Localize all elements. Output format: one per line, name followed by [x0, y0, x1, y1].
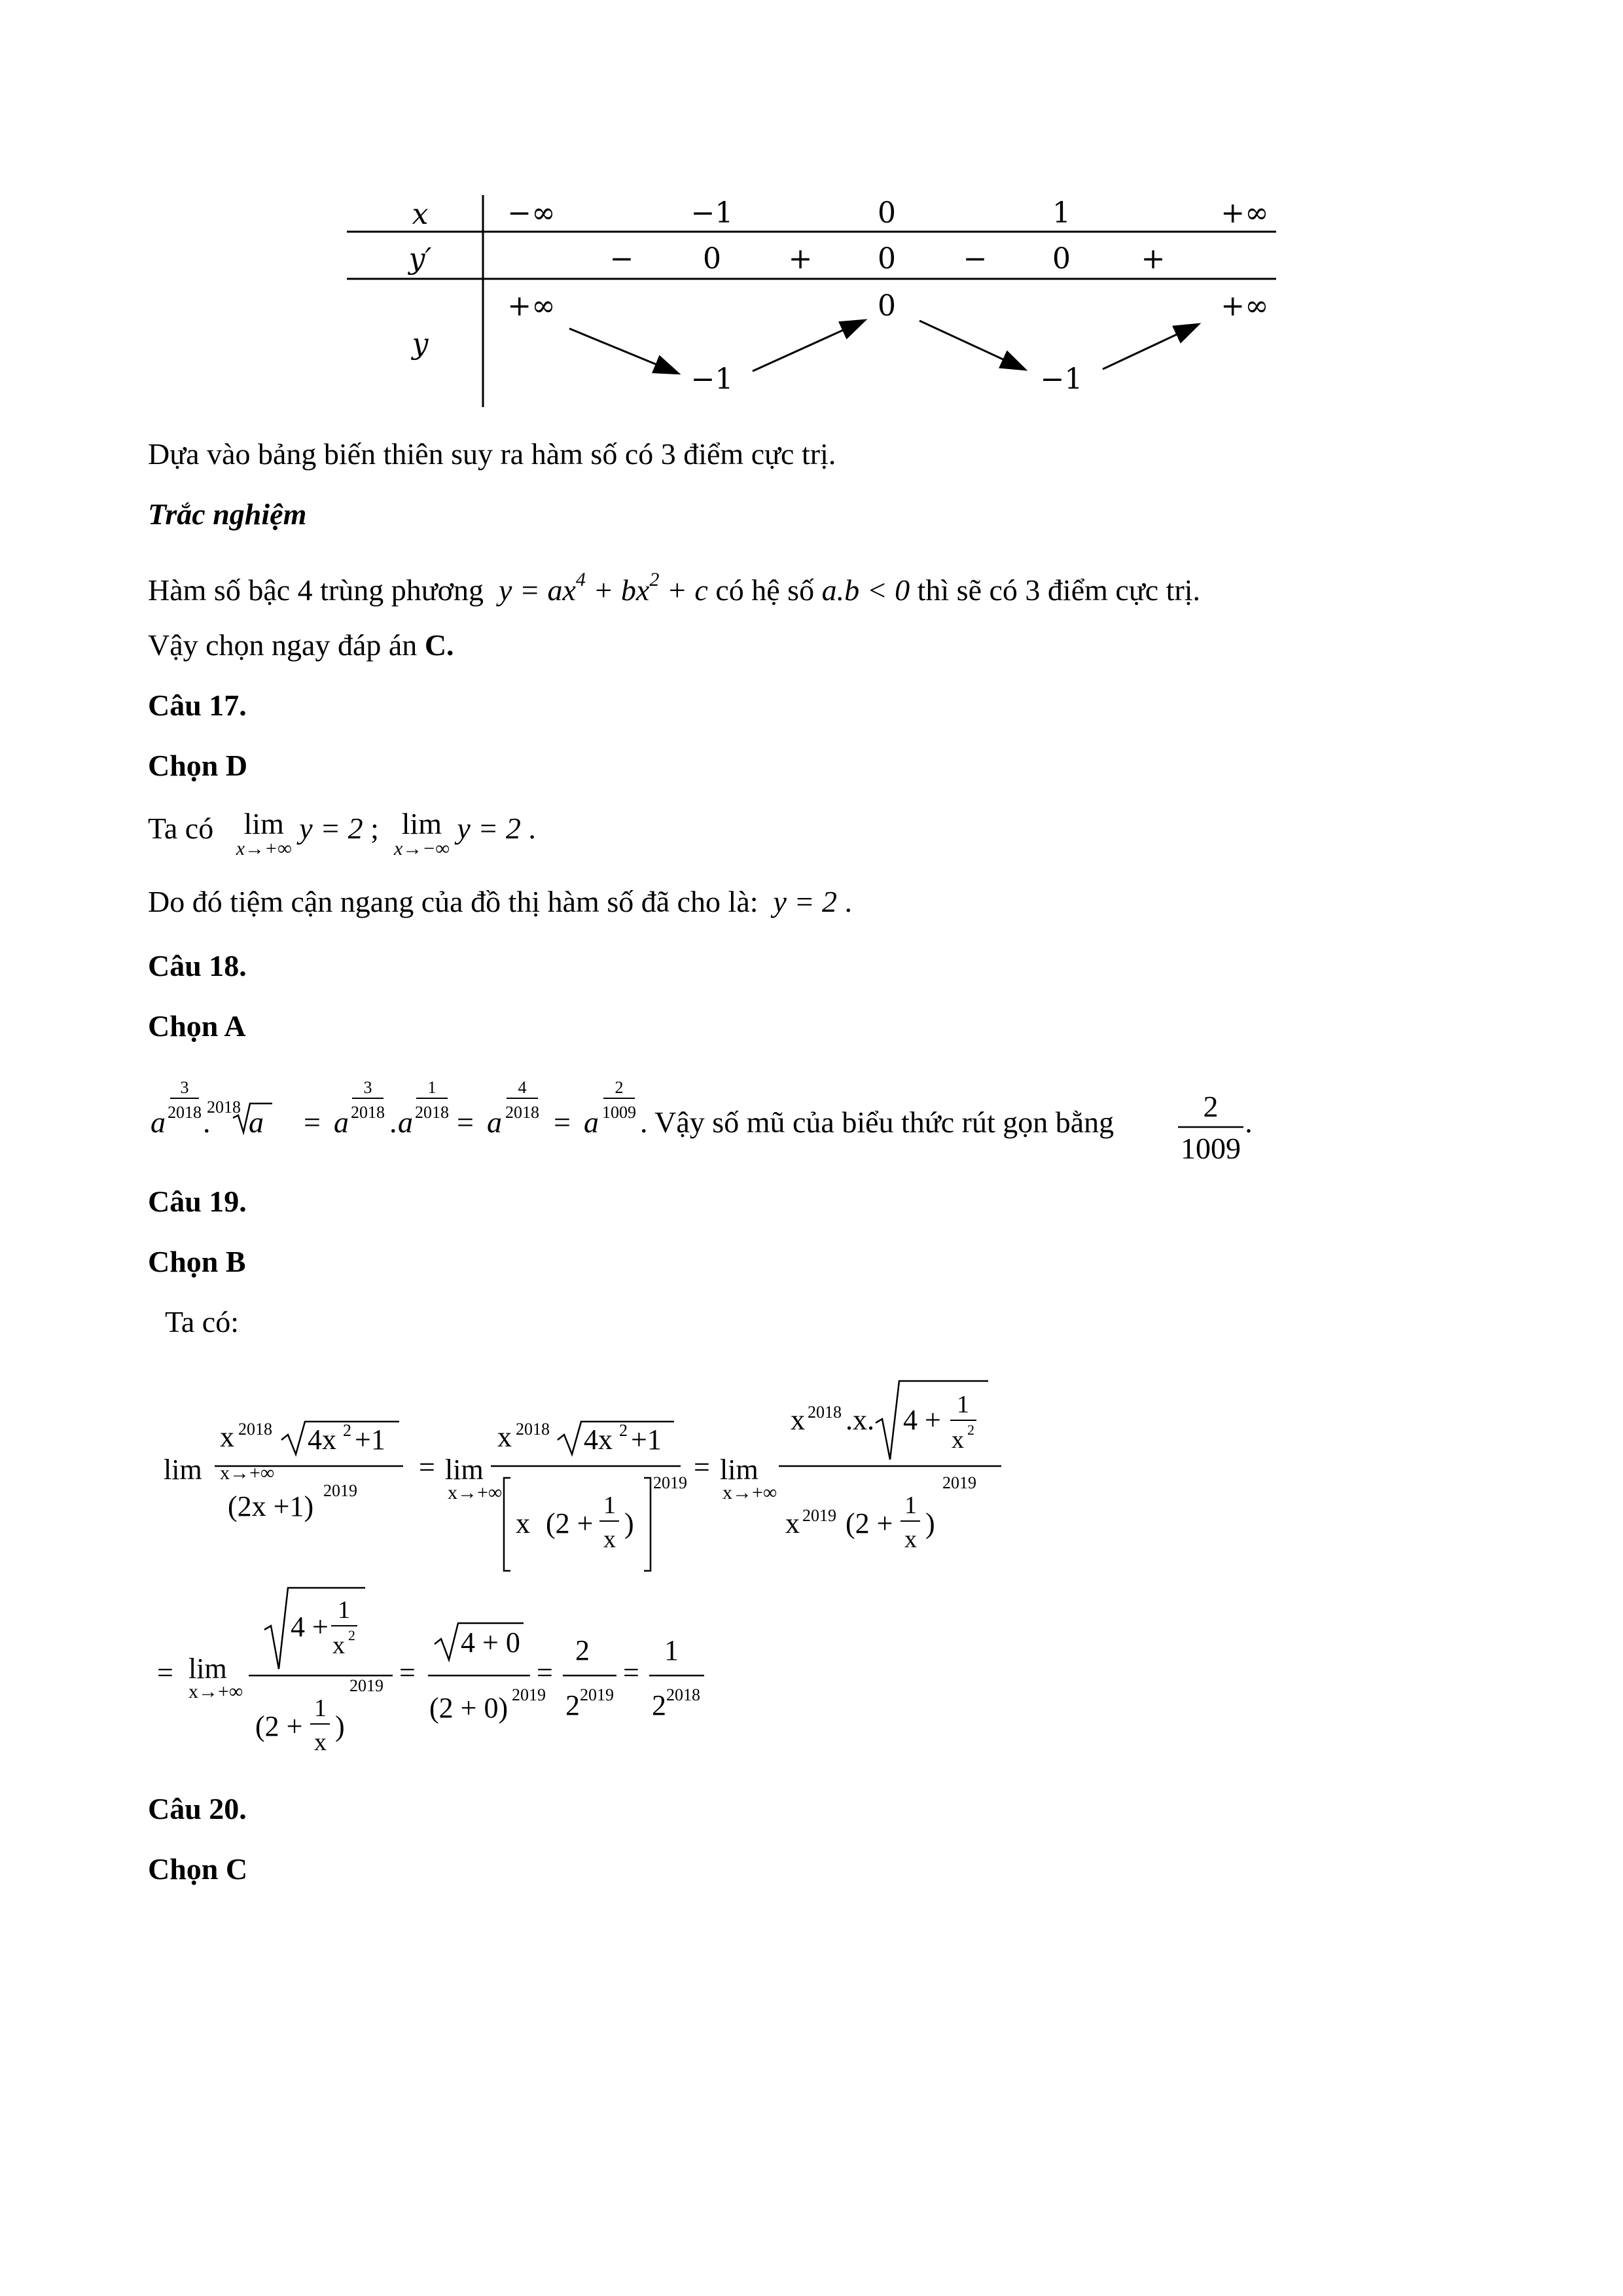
svg-text:=: = [694, 1451, 710, 1483]
svg-text:2018: 2018 [415, 1103, 449, 1122]
svg-text:=: = [157, 1657, 173, 1689]
svg-text:2: 2 [565, 1689, 580, 1721]
svg-text:): ) [335, 1710, 345, 1742]
svg-text:+1: +1 [631, 1424, 662, 1456]
answer-line: Vậy chọn ngay đáp án C. [148, 628, 454, 662]
svg-text:a: a [584, 1105, 599, 1139]
svg-text:2019: 2019 [580, 1685, 614, 1704]
svg-text:): ) [624, 1507, 634, 1539]
svg-text:x→+∞: x→+∞ [220, 1462, 275, 1484]
svg-text:): ) [925, 1507, 935, 1539]
tracnghiem-heading: Trắc nghiệm [148, 497, 307, 531]
row-x-label: x [412, 198, 429, 231]
sign: + [788, 242, 813, 276]
svg-text:x: x [220, 1421, 234, 1453]
y-top-value: 0 [878, 289, 896, 323]
svg-text:2: 2 [652, 1689, 666, 1721]
svg-text:.x.: .x. [846, 1404, 874, 1436]
x-value: +∞ [1221, 196, 1269, 230]
svg-text:.: . [389, 1105, 397, 1139]
y-top-value: +∞ [507, 289, 556, 323]
svg-text:2019: 2019 [653, 1473, 687, 1492]
x-value: −1 [690, 196, 734, 230]
x-value: −∞ [507, 196, 556, 230]
y-top-value: +∞ [1221, 289, 1269, 323]
svg-text:2019: 2019 [802, 1506, 836, 1525]
svg-text:2018: 2018 [168, 1103, 202, 1122]
svg-text:1009: 1009 [602, 1103, 636, 1122]
q17-limits: Ta có lim x→+∞ y = 2 ; lim x→−∞ y = 2 . [148, 807, 536, 859]
q19-equation-line2 [157, 1571, 812, 1780]
svg-text:x: x [785, 1507, 800, 1539]
table-grid [347, 177, 1276, 412]
svg-text:4x: 4x [584, 1424, 613, 1456]
svg-text:4 +: 4 + [903, 1404, 941, 1436]
svg-text:(2 +: (2 + [546, 1507, 594, 1539]
x-value: 1 [1052, 196, 1071, 230]
svg-text:(2 + 0): (2 + 0) [429, 1692, 508, 1724]
svg-text:4x: 4x [308, 1424, 336, 1456]
svg-text:4 +: 4 + [291, 1611, 329, 1643]
svg-text:. Vậy số mũ của biểu thức rút: . Vậy số mũ của biểu thức rút gọn bằng [640, 1105, 1115, 1139]
svg-text:2: 2 [967, 1422, 974, 1438]
svg-text:1009: 1009 [1181, 1132, 1241, 1165]
svg-text:4: 4 [518, 1078, 527, 1097]
svg-text:3: 3 [363, 1078, 372, 1097]
svg-text:4 + 0: 4 + 0 [461, 1626, 520, 1659]
q20-heading: Câu 20. [148, 1792, 247, 1825]
svg-text:2: 2 [619, 1421, 628, 1440]
svg-text:(2 +: (2 + [255, 1710, 303, 1742]
svg-text:a: a [334, 1105, 349, 1139]
svg-text:2019: 2019 [323, 1481, 357, 1500]
svg-text:a: a [398, 1105, 413, 1139]
tracnghiem-paragraph: Hàm số bậc 4 trùng phương $y = ax^4 + bx^2 + c$ có hệ số a.b < 0 thì sẽ có 3 điểm cực trị. [148, 569, 1201, 607]
svg-text:a: a [249, 1105, 264, 1139]
svg-text:x: x [952, 1426, 964, 1454]
sign: + [1141, 242, 1166, 276]
limit-minf: lim x→−∞ [393, 807, 450, 859]
svg-text:=: = [304, 1105, 321, 1139]
svg-text:2019: 2019 [942, 1473, 976, 1492]
sign: − [963, 242, 988, 276]
svg-text:lim: lim [188, 1653, 227, 1685]
variation-table [347, 177, 1276, 412]
svg-text:x: x [904, 1526, 917, 1553]
svg-text:1: 1 [314, 1695, 327, 1722]
svg-text:2018: 2018 [351, 1103, 385, 1122]
svg-text:(2 +: (2 + [846, 1507, 893, 1539]
y-bottom-value: −1 [1040, 363, 1083, 396]
svg-text:lim: lim [164, 1454, 202, 1486]
svg-text:=: = [554, 1105, 571, 1139]
sign: 0 [703, 242, 721, 276]
svg-text:2019: 2019 [349, 1676, 383, 1695]
row-yprime-label: y′ [408, 242, 432, 276]
x-value: 0 [878, 196, 896, 230]
svg-text:2018: 2018 [238, 1420, 272, 1439]
svg-text:x→+∞: x→+∞ [722, 1482, 777, 1503]
svg-text:2019: 2019 [512, 1685, 546, 1704]
conclusion-text: Dựa vào bảng biến thiên suy ra hàm số có 3 điểm cực trị. [148, 437, 836, 471]
svg-text:a: a [151, 1105, 166, 1139]
limit-pinf: lim x→+∞ [236, 807, 292, 859]
svg-text:2018: 2018 [666, 1685, 700, 1704]
q18-choice: Chọn A [148, 1009, 246, 1043]
q17-heading: Câu 17. [148, 689, 247, 722]
svg-text:3: 3 [180, 1078, 189, 1097]
svg-text:=: = [419, 1451, 435, 1483]
svg-text:a: a [487, 1105, 502, 1139]
arrow-up-2 [1103, 325, 1198, 369]
svg-text:2: 2 [348, 1627, 355, 1643]
arrow-down-2 [919, 321, 1024, 369]
svg-text:2018: 2018 [505, 1103, 539, 1122]
q19-equation-line1 [157, 1361, 1021, 1584]
svg-text:lim: lim [445, 1454, 484, 1486]
coef-condition: a.b < 0 [821, 573, 910, 607]
svg-text:+1: +1 [355, 1424, 385, 1456]
q19-choice: Chọn B [148, 1245, 246, 1278]
svg-text:=: = [399, 1657, 416, 1689]
svg-text:2: 2 [575, 1634, 590, 1666]
svg-text:x→+∞: x→+∞ [188, 1681, 243, 1702]
svg-text:2018: 2018 [808, 1403, 842, 1422]
svg-text:.: . [1245, 1105, 1253, 1139]
svg-text:2: 2 [615, 1078, 624, 1097]
svg-text:2: 2 [343, 1421, 351, 1440]
svg-text:x→+∞: x→+∞ [448, 1482, 503, 1503]
polynomial: $y = ax^4 + bx^2 + c$ [499, 569, 708, 607]
svg-text:lim: lim [720, 1454, 758, 1486]
svg-text:=: = [537, 1657, 553, 1689]
svg-text:1: 1 [427, 1078, 437, 1097]
q19-ta-co: Ta có: [165, 1305, 240, 1338]
svg-text:=: = [623, 1657, 639, 1689]
svg-text:1: 1 [904, 1492, 917, 1519]
q20-choice: Chọn C [148, 1852, 248, 1886]
svg-text:1: 1 [664, 1634, 679, 1666]
svg-text:.: . [203, 1105, 211, 1139]
svg-text:1: 1 [603, 1492, 616, 1519]
arrow-up-1 [753, 321, 864, 371]
svg-text:2: 2 [1203, 1090, 1219, 1123]
svg-text:2018: 2018 [207, 1098, 241, 1117]
svg-text:(2x +1): (2x +1) [228, 1490, 314, 1522]
q17-choice: Chọn D [148, 749, 248, 782]
svg-text:x: x [791, 1404, 805, 1436]
sign: 0 [878, 242, 896, 276]
svg-text:x: x [516, 1507, 530, 1539]
q18-equation [144, 1067, 1322, 1165]
svg-text:1: 1 [338, 1596, 350, 1624]
svg-text:=: = [457, 1105, 474, 1139]
row-y-label: y [412, 327, 429, 361]
q17-conclusion: Do đó tiệm cận ngang của đồ thị hàm số đã cho là: y = 2 . [148, 885, 853, 918]
svg-text:x: x [497, 1421, 512, 1453]
q18-heading: Câu 18. [148, 949, 247, 982]
svg-text:1: 1 [957, 1391, 969, 1418]
svg-text:x: x [603, 1526, 616, 1553]
sign: 0 [1052, 242, 1071, 276]
svg-text:x: x [332, 1632, 345, 1659]
arrow-down-1 [569, 329, 677, 373]
q19-heading: Câu 19. [148, 1185, 247, 1218]
sign: − [609, 242, 634, 276]
svg-text:x: x [314, 1729, 327, 1756]
svg-text:2018: 2018 [516, 1420, 550, 1439]
y-bottom-value: −1 [690, 363, 734, 396]
